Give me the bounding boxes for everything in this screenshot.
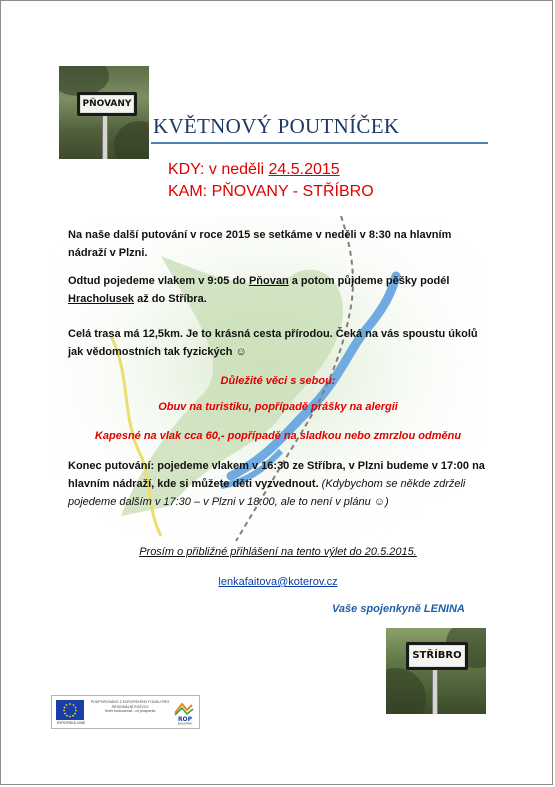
sign-post [102, 115, 108, 159]
registration-note: Prosím o přibližné přihlášení na tento výlet do 20.5.2015. [139, 546, 417, 558]
eu-fund-text: PODPOROVÁNO Z EVROPSKÉHO FONDU PRO REGIONÁLNÍ ROZVOJ Směr budoucnost - cíl prosperita [90, 700, 170, 714]
contact-email-link[interactable]: lenkafaitova@koterov.cz [218, 576, 338, 588]
eu-flag-icon [56, 700, 84, 720]
smiley-icon: ☺ [235, 346, 247, 358]
route-text: Odtud pojedeme vlakem v 9:05 do [68, 275, 249, 287]
pnovany-sign-photo [59, 66, 149, 159]
sign-post [432, 668, 438, 714]
route-pnovan: Pňovan [248, 275, 289, 287]
important-item-money: Kapesné na vlak cca 60,- popřípadě na sladkou nebo zmrzlou odměnu [94, 430, 462, 442]
town-sign-stribro: STŘÍBRO [406, 642, 468, 670]
important-heading: Důležité věci s sebou: [220, 375, 336, 387]
trip-paragraph [68, 325, 488, 361]
route-text: až do Stříbra. [134, 293, 207, 305]
town-sign-pnovany: PŇOVANY [77, 92, 137, 116]
rop-sub: JIHOZÁPAD [177, 722, 193, 725]
important-item-shoes: Obuv na turistiku, popřípadě prášky na alergii [158, 401, 398, 413]
foliage [114, 121, 149, 159]
signoff: Vaše spojenkyně LENINA [332, 603, 465, 615]
route-text: a potom půjdeme pěšky podél [288, 275, 450, 287]
route-paragraph [68, 272, 488, 308]
route-hracholusek: Hracholusek [68, 293, 135, 305]
end-text: Konec putování: pojedeme vlakem v 16:30 ze Stříbra, v Plzni budeme v 17:00 na hlavním nádraží, kde si můžete děti vyzvednout. [68, 460, 485, 490]
when-line [168, 161, 340, 179]
where-line: KAM: PŇOVANY - STŘÍBRO [168, 183, 374, 200]
eu-logo-strip [51, 695, 200, 729]
rop-logo-icon [172, 699, 198, 725]
end-note: (Kdybychom se někde zdrželi pojedeme dalším v 17:30 – v Plzni v 18:00, ale to není v plánu ☺) [68, 478, 466, 508]
title-underline [151, 142, 488, 144]
page-title: KVĚTNOVÝ POUTNÍČEK [153, 114, 400, 138]
intro-paragraph: Na naše další putování v roce 2015 se setkáme v neděli v 8:30 na hlavním nádraží v Plzni. [68, 229, 452, 259]
end-paragraph [68, 457, 488, 511]
rop-label: ROP [177, 716, 193, 723]
eu-caption: EVROPSKÁ UNIE [56, 721, 86, 725]
stribro-sign-photo [386, 628, 486, 714]
foliage [386, 668, 426, 714]
trip-text: Celá trasa má 12,5km. Je to krásná cesta přírodou. Čeká na vás spoustu úkolů jak vědomostních tak fyzických [68, 328, 478, 358]
when-date: 24.5.2015 [268, 161, 340, 178]
when-label: KDY: v neděli [168, 161, 269, 178]
